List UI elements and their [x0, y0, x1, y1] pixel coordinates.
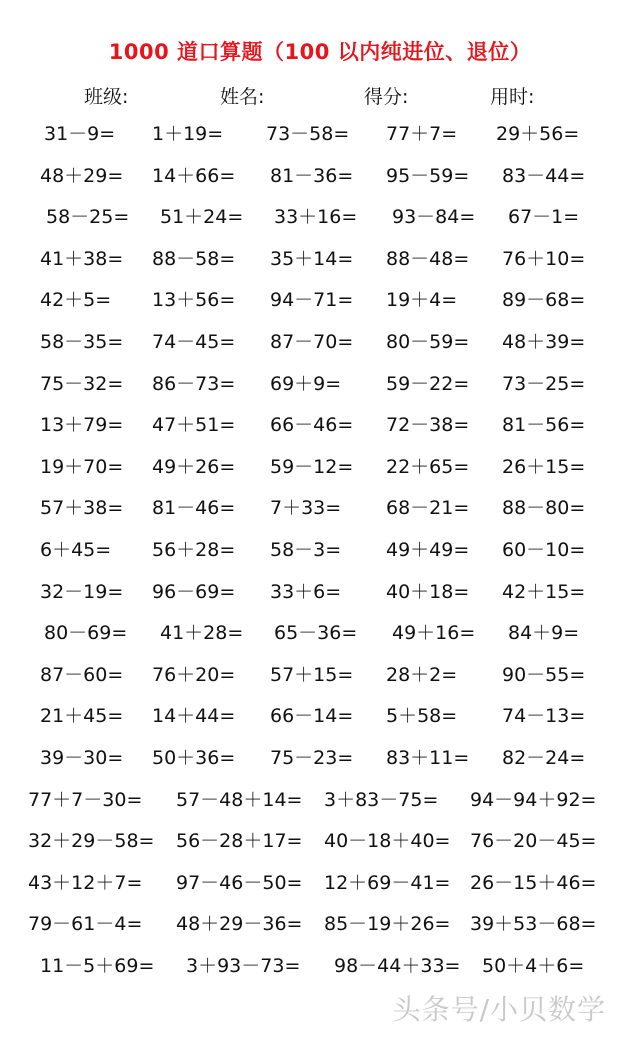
problem-item: 97－46－50= — [176, 872, 303, 894]
problem-item: 1＋19= — [152, 123, 224, 145]
problem-item: 76＋10= — [502, 248, 586, 270]
problem-item: 7＋33= — [270, 497, 342, 519]
problem-item: 81－56= — [502, 414, 586, 436]
problem-item: 48＋29－36= — [176, 913, 303, 935]
problem-item: 76＋20= — [152, 664, 236, 686]
problem-item: 93－84= — [392, 206, 476, 228]
problem-item: 90－55= — [502, 664, 586, 686]
problem-item: 39＋53－68= — [470, 913, 597, 935]
problem-item: 94－71= — [270, 289, 354, 311]
problem-item: 12＋69－41= — [324, 872, 451, 894]
problem-item: 65－36= — [274, 622, 358, 644]
problem-item: 3＋83－75= — [324, 789, 439, 811]
problem-item: 40＋18= — [386, 581, 470, 603]
problem-item: 85－19＋26= — [324, 913, 451, 935]
problem-item: 31－9= — [44, 123, 116, 145]
problem-item: 14＋66= — [152, 165, 236, 187]
problem-item: 49＋16= — [392, 622, 476, 644]
problem-item: 83－44= — [502, 165, 586, 187]
watermark: 头条号/小贝数学 — [392, 993, 606, 1026]
problem-item: 42＋15= — [502, 581, 586, 603]
problem-item: 74－13= — [502, 705, 586, 727]
problem-item: 57－48＋14= — [176, 789, 303, 811]
problem-item: 96－69= — [152, 581, 236, 603]
problem-item: 39－30= — [40, 747, 124, 769]
problem-item: 66－14= — [270, 705, 354, 727]
problem-item: 60－10= — [502, 539, 586, 561]
problem-item: 59－12= — [270, 456, 354, 478]
problem-item: 3＋93－73= — [186, 955, 301, 977]
problem-item: 88－58= — [152, 248, 236, 270]
problem-item: 82－24= — [502, 747, 586, 769]
problem-item: 21＋45= — [40, 705, 124, 727]
problem-item: 48＋39= — [502, 331, 586, 353]
class-label: 班级: — [84, 86, 129, 108]
problem-item: 75－23= — [270, 747, 354, 769]
problem-item: 29＋56= — [496, 123, 580, 145]
problem-item: 77＋7－30= — [28, 789, 143, 811]
problem-item: 58－25= — [46, 206, 130, 228]
problem-item: 69＋9= — [270, 373, 342, 395]
problem-item: 33＋6= — [270, 581, 342, 603]
problem-item: 50＋36= — [152, 747, 236, 769]
problem-item: 14＋44= — [152, 705, 236, 727]
problem-item: 59－22= — [386, 373, 470, 395]
name-label: 姓名: — [220, 86, 265, 108]
problem-item: 19＋70= — [40, 456, 124, 478]
problem-item: 88－48= — [386, 248, 470, 270]
problem-item: 26＋15= — [502, 456, 586, 478]
problem-item: 56＋28= — [152, 539, 236, 561]
problem-item: 72－38= — [386, 414, 470, 436]
problem-item: 80－69= — [44, 622, 128, 644]
problem-item: 66－46= — [270, 414, 354, 436]
problem-item: 86－73= — [152, 373, 236, 395]
problem-item: 57＋38= — [40, 497, 124, 519]
problem-item: 67－1= — [508, 206, 580, 228]
problem-item: 32－19= — [40, 581, 124, 603]
problem-item: 83＋11= — [386, 747, 470, 769]
problem-item: 13＋79= — [40, 414, 124, 436]
page-title: 1000 道口算题（100 以内纯进位、退位） — [108, 40, 532, 64]
problem-item: 94－94＋92= — [470, 789, 597, 811]
problem-item: 42＋5= — [40, 289, 112, 311]
time-label: 用时: — [490, 86, 535, 108]
problem-item: 80－59= — [386, 331, 470, 353]
problem-item: 58－3= — [270, 539, 342, 561]
problem-item: 28＋2= — [386, 664, 458, 686]
problem-item: 89－68= — [502, 289, 586, 311]
problem-item: 56－28＋17= — [176, 830, 303, 852]
problem-item: 87－70= — [270, 331, 354, 353]
problem-item: 75－32= — [40, 373, 124, 395]
problem-item: 48＋29= — [40, 165, 124, 187]
problem-item: 58－35= — [40, 331, 124, 353]
problem-item: 74－45= — [152, 331, 236, 353]
problem-item: 73－58= — [266, 123, 350, 145]
problem-item: 77＋7= — [386, 123, 458, 145]
problem-item: 73－25= — [502, 373, 586, 395]
problem-item: 68－21= — [386, 497, 470, 519]
problem-item: 81－36= — [270, 165, 354, 187]
problem-item: 50＋4＋6= — [482, 955, 585, 977]
problem-item: 5＋58= — [386, 705, 458, 727]
problem-item: 57＋15= — [270, 664, 354, 686]
problem-item: 41＋38= — [40, 248, 124, 270]
problem-item: 6＋45= — [40, 539, 112, 561]
problem-item: 43＋12＋7= — [28, 872, 143, 894]
problem-item: 84＋9= — [508, 622, 580, 644]
problem-item: 32＋29－58= — [28, 830, 155, 852]
problem-item: 88－80= — [502, 497, 586, 519]
problem-item: 40－18＋40= — [324, 830, 451, 852]
problem-item: 49＋49= — [386, 539, 470, 561]
problem-item: 98－44＋33= — [334, 955, 461, 977]
problem-item: 35＋14= — [270, 248, 354, 270]
problem-item: 81－46= — [152, 497, 236, 519]
problem-item: 11－5＋69= — [40, 955, 155, 977]
problem-item: 95－59= — [386, 165, 470, 187]
problem-item: 76－20－45= — [470, 830, 597, 852]
score-label: 得分: — [364, 86, 409, 108]
problem-item: 22＋65= — [386, 456, 470, 478]
problem-item: 51＋24= — [160, 206, 244, 228]
problem-item: 19＋4= — [386, 289, 458, 311]
problem-item: 26－15＋46= — [470, 872, 597, 894]
problem-item: 33＋16= — [274, 206, 358, 228]
problem-item: 13＋56= — [152, 289, 236, 311]
problem-item: 87－60= — [40, 664, 124, 686]
problem-item: 47＋51= — [152, 414, 236, 436]
problem-item: 79－61－4= — [28, 913, 143, 935]
problem-item: 49＋26= — [152, 456, 236, 478]
problem-item: 41＋28= — [160, 622, 244, 644]
